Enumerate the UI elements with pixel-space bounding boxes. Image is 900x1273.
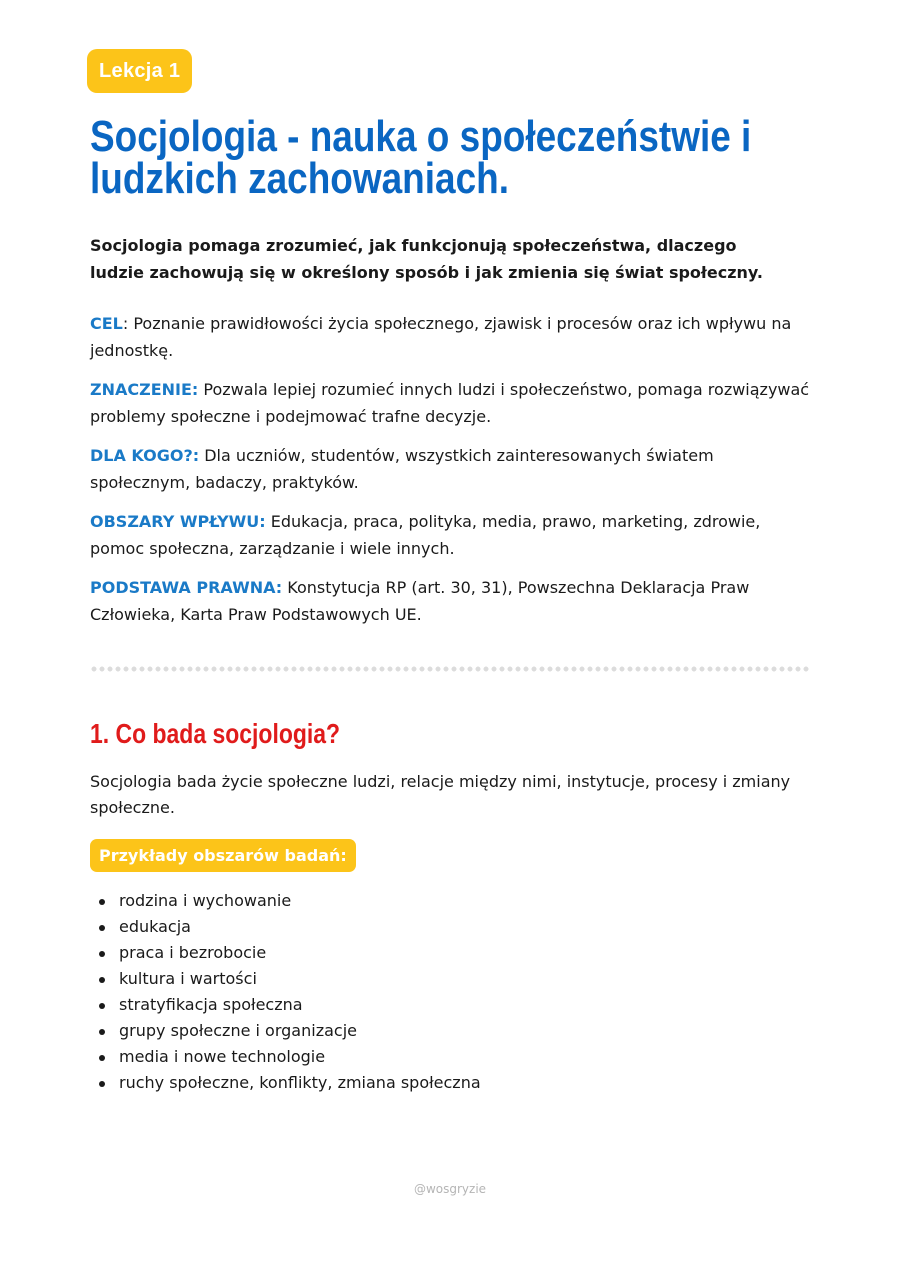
fact-separator: : [122,314,129,333]
fact-areas [90,508,810,562]
fact-significance [90,376,810,430]
list-item-text: edukacja [119,917,191,936]
list-item-text: grupy społeczne i organizacje [119,1021,357,1040]
footer-handle: @wosgryzie [413,1182,487,1196]
list-item [97,888,481,914]
fact-key: CEL [90,314,123,333]
examples-list [97,888,481,1096]
page-title: Socjologia - nauka o społeczeństwie i ludzkich zachowaniach. [90,112,752,203]
fact-goal [90,310,810,364]
fact-key: DLA KOGO?: [90,446,200,465]
bullet-icon [99,1081,105,1087]
list-item [97,1018,481,1044]
intro-paragraph: Socjologia pomaga zrozumieć, jak funkcjonują społeczeństwa, dlaczego ludzie zachowują się w określony sposób i jak zmienia się świat społeczny. [90,236,763,282]
fact-text: Dla uczniów, studentów, wszystkich zainteresowanych światem społecznym, badaczy, praktyków. [90,446,714,492]
fact-text: Konstytucja RP (art. 30, 31), Powszechna Deklaracja Praw Człowieka, Karta Praw Podstawowych UE. [90,578,750,624]
fact-audience [90,442,810,496]
list-item-text: ruchy społeczne, konflikty, zmiana społeczna [119,1073,481,1092]
list-item-text: praca i bezrobocie [119,943,267,962]
fact-text: Poznanie prawidłowości życia społecznego, zjawisk i procesów oraz ich wpływu na jednostkę. [90,314,792,360]
list-item-text: kultura i wartości [119,969,257,988]
bullet-icon [99,1003,105,1009]
fact-key: ZNACZENIE: [90,380,199,399]
list-item-text: stratyfikacja społeczna [119,995,303,1014]
fact-text: Edukacja, praca, polityka, media, prawo, marketing, zdrowie, pomoc społeczna, zarządzanie i wiele innych. [90,512,761,558]
list-item [97,1044,481,1070]
examples-badge: Przykłady obszarów badań: [90,839,356,872]
list-item [97,966,481,992]
list-item [97,914,481,940]
list-item-text: rodzina i wychowanie [119,891,292,910]
bullet-icon [99,899,105,905]
list-item [97,940,481,966]
dotted-divider [90,666,810,672]
fact-key: OBSZARY WPŁYWU: [90,512,266,531]
list-item [97,992,481,1018]
lesson-badge: Lekcja 1 [87,49,192,93]
fact-text: Pozwala lepiej rozumieć innych ludzi i społeczeństwo, pomaga rozwiązywać problemy społeczne i podejmować trafne decyzje. [90,380,810,426]
bullet-icon [99,977,105,983]
list-item [97,1070,481,1096]
fact-key: PODSTAWA PRAWNA: [90,578,283,597]
facts-list [90,310,810,640]
bullet-icon [99,1029,105,1035]
bullet-icon [99,925,105,931]
fact-legal-basis [90,574,810,628]
section-title: 1. Co bada socjologia? [90,718,341,749]
section-text: Socjologia bada życie społeczne ludzi, relacje między nimi, instytucje, procesy i zmiany społeczne. [90,772,791,817]
bullet-icon [99,951,105,957]
bullet-icon [99,1055,105,1061]
list-item-text: media i nowe technologie [119,1047,326,1066]
